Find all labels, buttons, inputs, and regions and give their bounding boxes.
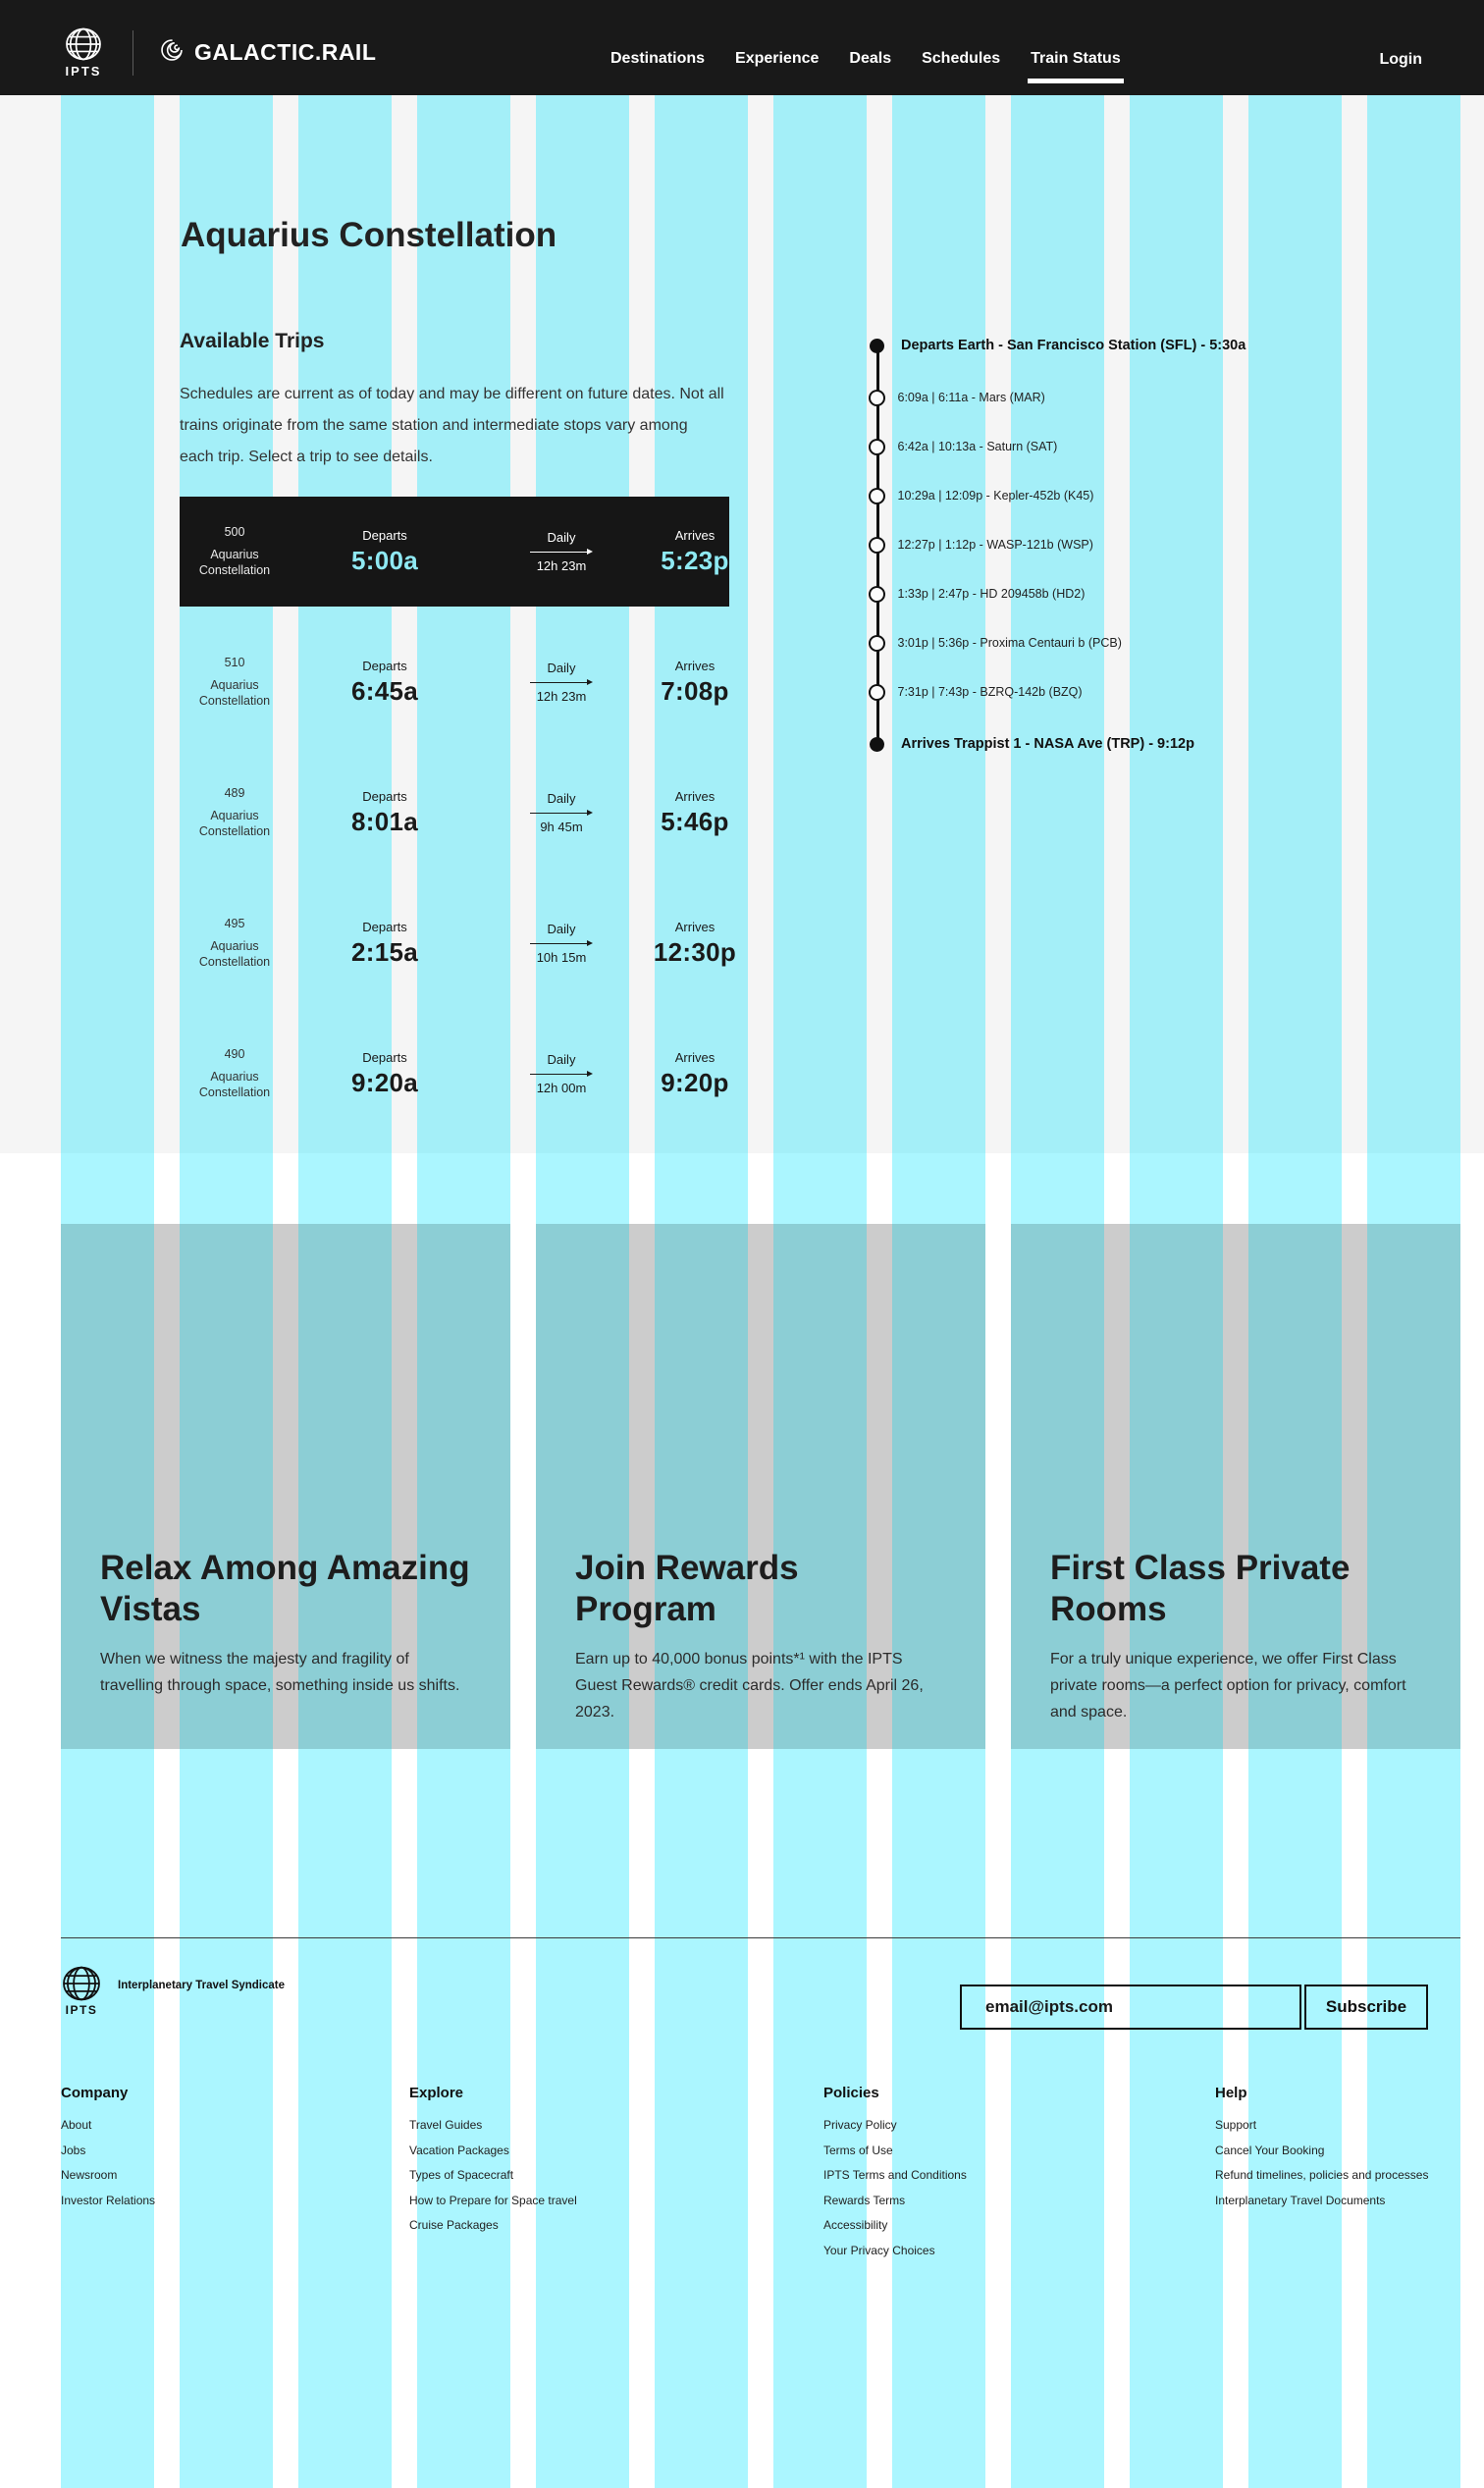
footer-link[interactable]: How to Prepare for Space travel (409, 2193, 577, 2207)
route-timeline (870, 336, 1419, 768)
arrives-block (635, 528, 755, 576)
footer-link[interactable]: About (61, 2118, 92, 2132)
trip-duration: 12h 23m (536, 558, 587, 573)
trip-card-489[interactable] (180, 758, 729, 868)
footer-column-company (61, 2085, 155, 2219)
footer-column-explore (409, 2085, 577, 2245)
stop-circle-icon (869, 684, 885, 701)
footer-link[interactable]: Types of Spacecraft (409, 2168, 514, 2182)
promo-card-relax[interactable] (61, 1224, 510, 1749)
trip-route-name: Aquarius Constellation (198, 939, 271, 969)
trip-id (180, 656, 290, 709)
footer-ipts-logo-text: IPTS (65, 2003, 98, 2017)
departs-time: 5:00a (351, 545, 418, 575)
trip-route-name: Aquarius Constellation (198, 548, 271, 577)
brand-logo[interactable] (64, 27, 376, 79)
page-title: Aquarius Constellation (181, 216, 557, 254)
departs-block (311, 659, 458, 707)
frequency-block (488, 922, 635, 965)
footer-link[interactable]: Interplanetary Travel Documents (1215, 2193, 1386, 2207)
frequency-label: Daily (547, 791, 576, 806)
timeline-stop (870, 535, 1093, 555)
trip-number: 495 (224, 917, 245, 930)
stop-circle-icon (869, 439, 885, 455)
frequency-label: Daily (547, 1052, 576, 1067)
arrives-block (635, 789, 755, 837)
nav-train-status[interactable]: Train Status (1031, 49, 1121, 67)
trip-card-495[interactable] (180, 888, 737, 998)
origin-label: Departs Earth - San Francisco Station (SFL) - 5:30a (901, 338, 1246, 353)
trip-card-510[interactable] (180, 627, 729, 737)
stop-circle-icon (869, 537, 885, 554)
arrives-label: Arrives (674, 527, 716, 543)
footer-link[interactable]: Accessibility (823, 2218, 888, 2232)
stop-circle-icon (869, 635, 885, 652)
arrives-time: 12:30p (653, 936, 737, 967)
login-button[interactable]: Login (1379, 51, 1422, 68)
nav-schedules[interactable]: Schedules (922, 49, 1001, 67)
footer-brand (61, 1966, 285, 2017)
destination-label: Arrives Trappist 1 - NASA Ave (TRP) - 9:12p (901, 736, 1194, 752)
promo-text: For a truly unique experience, we offer First Class private rooms—a perfect option for privacy, comfort and space. (1050, 1651, 1406, 1720)
header (0, 0, 1484, 95)
departs-time: 6:45a (351, 675, 418, 706)
footer-link[interactable]: Rewards Terms (823, 2193, 906, 2207)
newsletter-signup (960, 1985, 1428, 2030)
nav-experience[interactable]: Experience (735, 49, 820, 67)
stop-label: 10:29a | 12:09p - Kepler-452b (K45) (897, 489, 1094, 503)
brand-name: GALACTIC.RAIL (194, 39, 377, 65)
trip-duration: 9h 45m (540, 820, 583, 834)
trip-duration: 10h 15m (536, 950, 587, 965)
trip-number: 490 (224, 1047, 245, 1061)
trip-duration: 12h 00m (536, 1081, 587, 1095)
trip-card-500-selected[interactable] (180, 497, 729, 607)
globe-icon (61, 1966, 102, 2001)
footer-link[interactable]: Your Privacy Choices (823, 2243, 935, 2257)
timeline-destination (870, 734, 1194, 754)
arrives-block (635, 1050, 755, 1098)
footer-link[interactable]: Travel Guides (409, 2118, 483, 2132)
footer-link[interactable]: Support (1215, 2118, 1257, 2132)
footer-link[interactable]: Newsroom (61, 2168, 118, 2182)
promo-text: Earn up to 40,000 bonus points*¹ with the IPTS Guest Rewards® credit cards. Offer ends April 26, 2023. (575, 1651, 924, 1720)
frequency-label: Daily (547, 661, 576, 675)
arrives-time: 7:08p (661, 675, 729, 706)
timeline-stop (870, 437, 1057, 456)
stop-label: 7:31p | 7:43p - BZRQ-142b (BZQ) (897, 685, 1083, 699)
galaxy-spiral-icon (159, 37, 185, 68)
footer-link[interactable]: IPTS Terms and Conditions (823, 2168, 967, 2182)
stop-circle-icon (869, 488, 885, 504)
departs-time: 9:20a (351, 1067, 418, 1097)
timeline-stop (870, 584, 1085, 604)
duration-arrow-icon (530, 809, 593, 818)
destination-dot-icon (870, 737, 884, 752)
footer-link[interactable]: Refund timelines, policies and processes (1215, 2168, 1429, 2182)
duration-arrow-icon (530, 678, 593, 687)
subscribe-button[interactable]: Subscribe (1304, 1985, 1428, 2030)
brand-divider (132, 30, 133, 76)
available-trips-panel (180, 330, 737, 1129)
duration-arrow-icon (530, 1070, 593, 1079)
trip-duration: 12h 23m (536, 689, 587, 704)
arrives-block (635, 920, 755, 968)
departs-block (311, 920, 458, 968)
footer-link[interactable]: Vacation Packages (409, 2143, 509, 2157)
promo-card-rewards[interactable] (536, 1224, 985, 1749)
trip-id (180, 1047, 290, 1100)
trip-id (180, 525, 290, 578)
footer-column-policies (823, 2085, 967, 2269)
footer-column-help (1215, 2085, 1428, 2219)
ipts-logo-text: IPTS (65, 63, 102, 79)
departs-label: Departs (362, 658, 407, 673)
promo-title: First Class Private Rooms (1050, 1549, 1351, 1628)
departs-label: Departs (362, 788, 407, 804)
nav-destinations[interactable]: Destinations (610, 49, 706, 67)
trip-list (180, 497, 737, 1129)
trip-route-name: Aquarius Constellation (198, 1070, 271, 1099)
frequency-label: Daily (547, 530, 576, 545)
globe-icon (64, 27, 103, 61)
trip-id (180, 786, 290, 839)
arrives-label: Arrives (674, 919, 716, 934)
arrives-block (635, 659, 755, 707)
timeline-stop (870, 682, 1083, 702)
frequency-block (488, 1052, 635, 1095)
trip-id (180, 917, 290, 970)
stop-label: 6:42a | 10:13a - Saturn (SAT) (897, 440, 1058, 453)
arrives-time: 5:23p (661, 545, 729, 575)
frequency-block (488, 661, 635, 704)
stop-label: 1:33p | 2:47p - HD 209458b (HD2) (897, 587, 1086, 601)
footer-column-heading: Company (61, 2085, 129, 2101)
available-trips-heading: Available Trips (180, 330, 325, 352)
footer-column-heading: Policies (823, 2085, 879, 2101)
timeline-stop (870, 486, 1093, 505)
trip-route-name: Aquarius Constellation (198, 678, 271, 708)
departs-label: Departs (362, 527, 407, 543)
departs-block (311, 1050, 458, 1098)
frequency-block (488, 791, 635, 834)
arrives-label: Arrives (674, 658, 716, 673)
duration-arrow-icon (530, 939, 593, 948)
footer-column-heading: Explore (409, 2085, 464, 2101)
departs-label: Departs (362, 1049, 407, 1065)
promo-card-first-class[interactable] (1011, 1224, 1460, 1749)
timeline-stop (870, 633, 1122, 653)
trip-number: 510 (224, 656, 245, 669)
arrives-label: Arrives (674, 1049, 716, 1065)
stop-label: 12:27p | 1:12p - WASP-121b (WSP) (897, 538, 1093, 552)
stop-circle-icon (869, 586, 885, 603)
footer-column-heading: Help (1215, 2085, 1247, 2101)
trips-description: Schedules are current as of today and may be different on future dates. Not all trains originate from the same station and intermediate stops vary among each trip. Select a trip to see details. (180, 386, 724, 465)
footer-link[interactable]: Cancel Your Booking (1215, 2143, 1325, 2157)
departs-label: Departs (362, 919, 407, 934)
departs-block (311, 789, 458, 837)
trip-route-name: Aquarius Constellation (198, 809, 271, 838)
footer-link[interactable]: Investor Relations (61, 2193, 156, 2207)
promo-cards (61, 1224, 1460, 1749)
ipts-logo (64, 27, 103, 79)
timeline-stop (870, 388, 1045, 407)
footer-link[interactable]: Jobs (61, 2143, 86, 2157)
arrives-time: 5:46p (661, 806, 729, 836)
footer-tagline: Interplanetary Travel Syndicate (118, 1980, 286, 1991)
departs-time: 2:15a (351, 936, 418, 967)
frequency-label: Daily (547, 922, 576, 936)
trip-number: 500 (224, 525, 245, 539)
frequency-block (488, 530, 635, 573)
departs-time: 8:01a (351, 806, 418, 836)
stop-label: 3:01p | 5:36p - Proxima Centauri b (PCB) (897, 636, 1122, 650)
nav-deals[interactable]: Deals (849, 49, 892, 67)
trip-number: 489 (224, 786, 245, 800)
promo-title: Join Rewards Program (575, 1549, 799, 1628)
arrives-label: Arrives (674, 788, 716, 804)
footer-ipts-logo (61, 1966, 102, 2017)
email-input[interactable] (960, 1985, 1301, 2030)
departs-block (311, 528, 458, 576)
stop-label: 6:09a | 6:11a - Mars (MAR) (897, 391, 1045, 404)
footer-link[interactable]: Terms of Use (823, 2143, 893, 2157)
promo-title: Relax Among Amazing Vistas (100, 1549, 470, 1628)
promo-text: When we witness the majesty and fragility of travelling through space, something inside us shifts. (100, 1651, 460, 1694)
timeline-origin (870, 336, 1246, 355)
footer-link[interactable]: Cruise Packages (409, 2218, 499, 2232)
arrives-time: 9:20p (661, 1067, 729, 1097)
stop-circle-icon (869, 390, 885, 406)
origin-dot-icon (870, 339, 884, 353)
duration-arrow-icon (530, 548, 593, 556)
trip-card-490[interactable] (180, 1019, 729, 1129)
footer-link[interactable]: Privacy Policy (823, 2118, 897, 2132)
main-nav (610, 0, 1121, 95)
footer-divider (61, 1937, 1460, 1938)
